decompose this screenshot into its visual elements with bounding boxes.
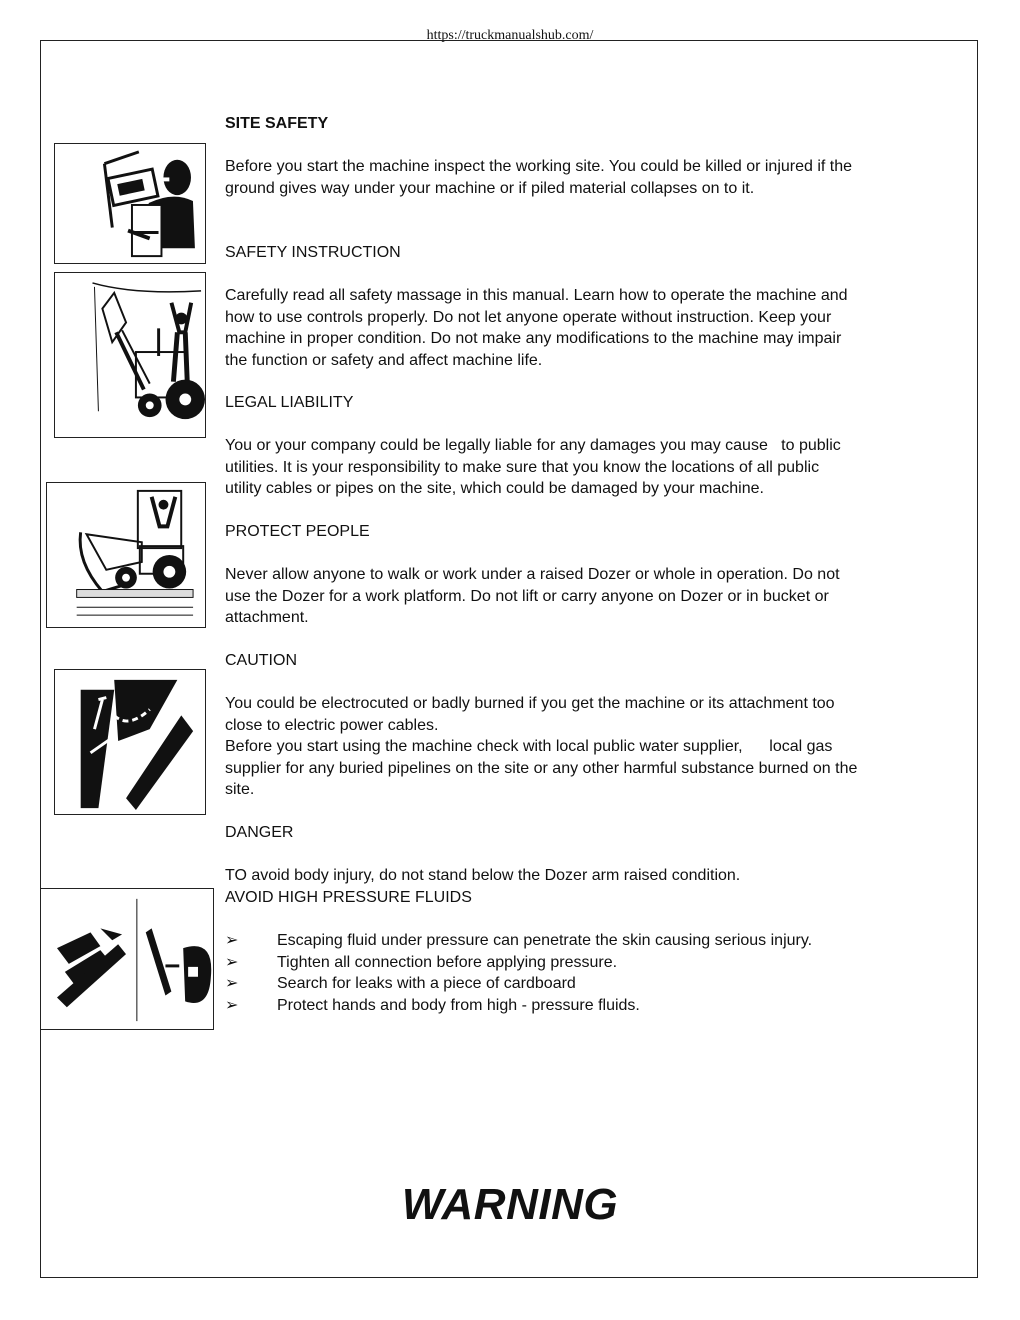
list-item-text: Escaping fluid under pressure can penetrate the skin causing serious injury.	[277, 932, 813, 949]
protect-people-line-2: use the Dozer for a work platform. Do not lift or carry anyone on Dozer or in bucket or	[225, 587, 829, 605]
arrow-bullet-icon: ➢	[225, 996, 239, 1014]
protect-people-line-1: Never allow anyone to walk or work under a raised Dozer or whole in operation. Do not	[225, 566, 840, 583]
legal-liability-line-1: You or your company could be legally liable for any damages you may cause to public	[225, 437, 841, 454]
list-item	[225, 973, 945, 995]
site-safety-line-2: ground gives way under your machine or if piled material collapses on to it.	[225, 179, 755, 197]
list-item-text: Search for leaks with a piece of cardboard	[277, 975, 576, 992]
legal-liability-heading: LEGAL LIABILITY	[225, 394, 354, 411]
list-item	[225, 995, 945, 1017]
protect-people-body	[225, 564, 945, 629]
legal-liability-body	[225, 435, 945, 500]
safety-instruction-body	[225, 285, 945, 371]
safety-instruction-line-2: how to use controls properly. Do not let anyone operate without instruction. Keep your	[225, 308, 832, 326]
list-item	[225, 952, 945, 974]
legal-liability-line-3: utility cables or pipes on the site, which could be damaged by your machine.	[225, 480, 764, 497]
high-pressure-fluids-list	[225, 930, 945, 1016]
warning-title: WARNING	[401, 1180, 619, 1229]
caution-heading: CAUTION	[225, 652, 297, 669]
safety-instruction-line-1: Carefully read all safety massage in this manual. Learn how to operate the machine and	[225, 287, 848, 304]
safety-instruction-line-3: machine in proper condition. Do not make any modifications to the machine may impair	[225, 330, 842, 347]
caution-line-5: site.	[225, 781, 255, 798]
site-inspection-illustration	[54, 143, 206, 264]
site-safety-body	[225, 156, 945, 199]
list-item	[225, 930, 945, 952]
caution-line-2: close to electric power cables.	[225, 716, 439, 734]
danger-body	[225, 865, 945, 908]
list-item-text: Tighten all connection before applying pressure.	[277, 953, 618, 971]
protect-people-heading: PROTECT PEOPLE	[225, 523, 370, 540]
arrow-bullet-icon: ➢	[225, 953, 239, 971]
site-safety-line-1: Before you start the machine inspect the working site. You could be killed or injured if the	[225, 158, 853, 175]
operator-on-loader-illustration	[54, 272, 206, 438]
high-pressure-fluid-illustration	[40, 888, 214, 1030]
arrow-bullet-icon: ➢	[225, 975, 239, 992]
caution-line-4: supplier for any buried pipelines on the site or any other harmful substance burned on the	[225, 759, 858, 777]
list-item-text: Protect hands and body from high - pressure fluids.	[277, 996, 640, 1014]
caution-body	[225, 693, 945, 801]
danger-line-2: AVOID HIGH PRESSURE FLUIDS	[225, 888, 472, 906]
power-cable-caution-illustration	[54, 669, 206, 815]
danger-heading: DANGER	[225, 824, 294, 841]
arrow-bullet-icon: ➢	[225, 932, 239, 949]
safety-instruction-line-4: the function or safety and affect machine life.	[225, 351, 543, 369]
source-url[interactable]: https://truckmanualshub.com/	[426, 28, 594, 43]
caution-line-1: You could be electrocuted or badly burned if you get the machine or its attachment too	[225, 695, 835, 712]
protect-people-line-3: attachment.	[225, 609, 309, 626]
caution-line-3: Before you start using the machine check with local public water supplier, local gas	[225, 738, 833, 755]
legal-liability-line-2: utilities. It is your responsibility to make sure that you know the locations of all public	[225, 458, 820, 476]
danger-line-1: TO avoid body injury, do not stand below the Dozer arm raised condition.	[225, 867, 741, 884]
site-safety-heading: SITE SAFETY	[225, 115, 329, 132]
raised-dozer-illustration	[46, 482, 206, 628]
safety-instruction-heading: SAFETY INSTRUCTION	[225, 244, 401, 261]
